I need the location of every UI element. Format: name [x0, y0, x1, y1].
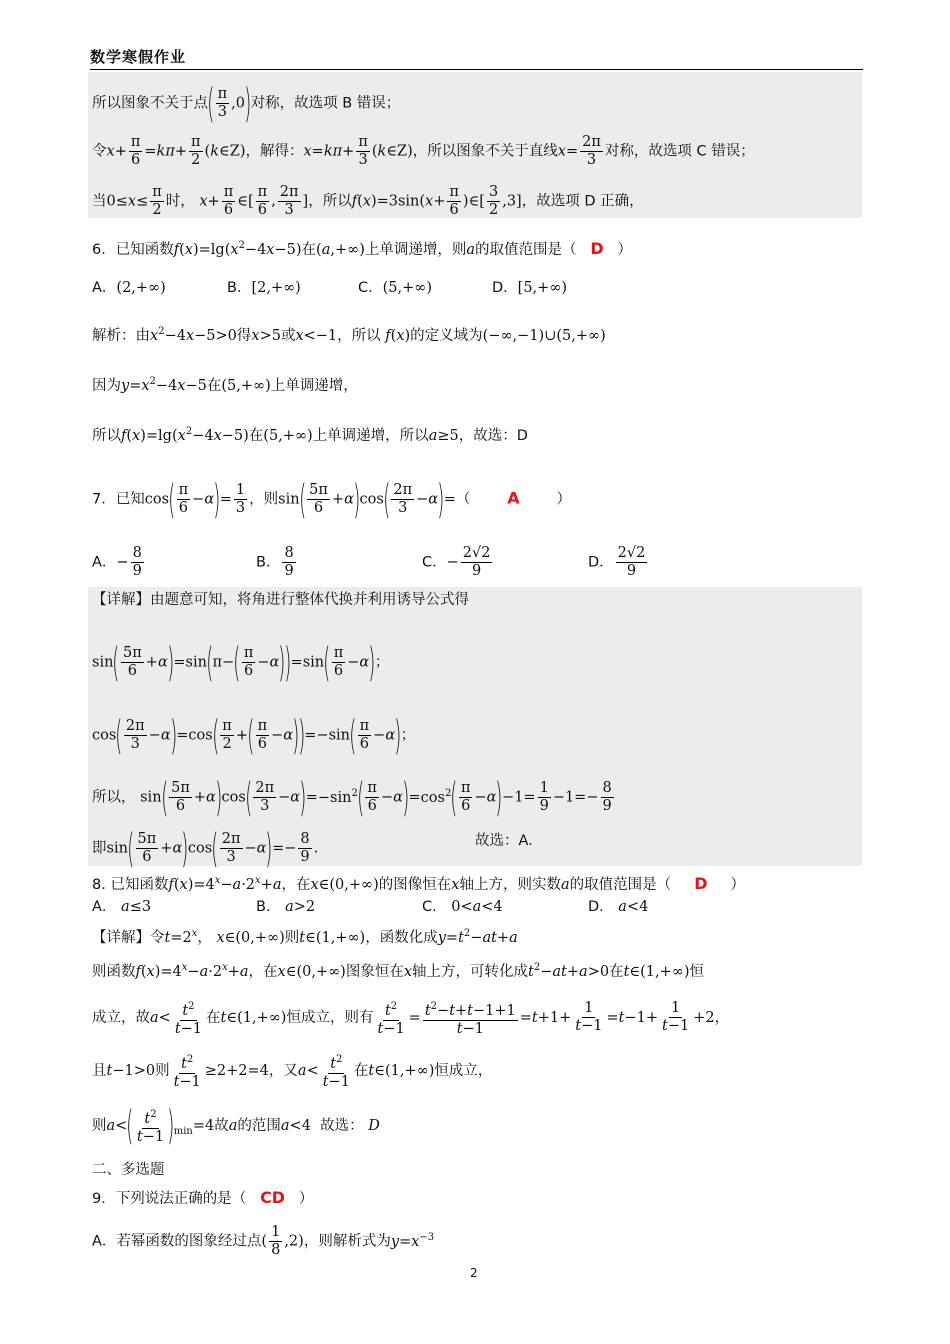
q7-answer: A [507, 488, 520, 508]
q6-solution-2: 因为$y=x^2-4x-5$在(5,+∞)上单调递增， [92, 376, 358, 394]
q6-stem: 6．已知函数$f(x)=\lg(x^2-4x-5)$在(a,+∞)上单调递增，则a的取值范围是（ D ） [92, 238, 632, 258]
q6-options: A．(2,+∞) B．[2,+∞) C．(5,+∞) D．[5,+∞) [92, 280, 568, 296]
q8-detail-3: 成立，故a< $\frac{t^2}{t-1}$ 在t∈(1,+∞)恒成立，则有 $\frac{t^2}{t-1}$ = $\frac{t^2-t+t-1+1}{t-1}$ =t+1+ $\frac{1}{t-1}$ =t−1+ $\frac{1}{t-1}$ +2， [92, 998, 729, 1038]
q7-detail-intro: 【详解】由题意可知，将角进行整体代换并利用诱导公式得 [92, 592, 469, 608]
q7-options: A．− $\frac{8}{9}$ B． $\frac{8}{9}$ C．− $\frac{2√2}{9}$ D． $\frac{2√2}{9}$ [92, 545, 646, 579]
q8-detail-2: 则函数$f(x)=4^x-a\cdot 2^x+a$，在x∈(0,+∞)图象恒在x轴上方，可转化成$t^2-at+a>0$在t∈(1,+∞)恒 [92, 962, 705, 980]
page-number: 2 [470, 1266, 478, 1280]
box1-line-2: 令x+ $\frac{\pi}{6}$ =kπ+ $\frac{\pi}{2}$ (k∈Z)，解得：x=kπ+ $\frac{\pi}{3}$ (k∈Z)，所以图象不关于直线x= $\frac{2\pi}{3}$ 对称，故选项 C 错误； [92, 134, 755, 168]
q8-detail-5: 则a<( $\frac{t^2}{t-1}$ )$_{min}=4$故a的范围a<4 故选： D [92, 1102, 380, 1149]
q7-stem: 7．已知cos( $\frac{\pi}{6}$ −α)= $\frac{1}{3}$ ，则sin( $\frac{5\pi}{6}$ +α)cos( $\frac{2\pi}{3}$ −α)=（ A ） [92, 476, 572, 523]
q6-solution-3: 所以$f(x)=\lg(x^2-4x-5)$在(5,+∞)上单调递增，所以a≥5，故选：D [92, 426, 528, 444]
q8-detail-4: 且t−1>0则 $\frac{t^2}{t-1}$ ≥2+2=4，又a< $\frac{t^2}{t-1}$ 在t∈(1,+∞)恒成立， [92, 1051, 492, 1091]
q7-detail-3: 所以， sin( $\frac{5\pi}{6}$ +α)cos( $\frac{2\pi}{3}$ $-\alpha)=-\sin^2$( $\frac{\pi}{6}$ $-\alpha)=\cos^2$( $\frac{\pi}{6}$ −α)−1= $\frac{1}{9}$ −1=− $\frac{8}{9}$ [92, 774, 612, 821]
q6-solution-1: 解析：由$x^2-4x-5>0$得x>5或x<−1，所以 f(x)的定义域为(−∞,−1)∪(5,+∞) [92, 326, 606, 344]
q8-answer: D [694, 873, 708, 893]
header-title: 数学寒假作业 [90, 48, 187, 66]
box1-line-1: 所以图象不关于点( $\frac{\pi}{3}$ ,0)对称，故选项 B 错误； [92, 80, 401, 127]
box1-line-3: 当0≤x≤ $\frac{\pi}{2}$ 时， x+ $\frac{\pi}{6}$ ∈[ $\frac{\pi}{6}$ , $\frac{2\pi}{3}$ ]，所以f(x)=3sin(x+ $\frac{\pi}{6}$ )∈[ $\frac{3}{2}$ ,3]，故选项 D 正确， [92, 184, 644, 218]
q7-detail-2: cos( $\frac{2\pi}{3}$ −α)=cos( $\frac{\pi}{2}$ +( $\frac{\pi}{6}$ −α))=−sin( $\frac{\pi}{6}$ −α)； [92, 712, 416, 759]
q8-options: A． a≤3 B． a>2 C． 0<a<4 D． a<4 [92, 899, 649, 915]
q9-stem: 9．下列说法正确的是（ CD ） [92, 1188, 314, 1207]
section-title: 二、多选题 [92, 1162, 165, 1178]
q6-answer: D [590, 238, 604, 258]
page-header [90, 44, 863, 70]
q9-answer: CD [260, 1188, 286, 1207]
q7-detail-1: sin( $\frac{5\pi}{6}$ +α)=sin(π−( $\frac{\pi}{6}$ −α))=sin( $\frac{\pi}{6}$ −α)； [92, 639, 390, 686]
q8-detail-1: 【详解】令$t=2^x$， x∈(0,+∞)则t∈(1,+∞)，函数化成$y=t^2-at+a$ [92, 928, 518, 946]
q9-option-a: A．若幂函数的图象经过点( $\frac{1}{8}$ ,2)，则解析式为$y=x^{-3}$ [92, 1224, 435, 1258]
q8-stem: 8. 已知函数$f(x)=4^x-a\cdot 2^x+a$，在x∈(0,+∞)的图像恒在x轴上方，则实数a的取值范围是（ D ） [92, 873, 746, 893]
q7-detail-4: 即sin( $\frac{5\pi}{6}$ +α)cos( $\frac{2\pi}{3}$ −α)=− $\frac{8}{9}$ . 故选：A. [92, 825, 533, 872]
